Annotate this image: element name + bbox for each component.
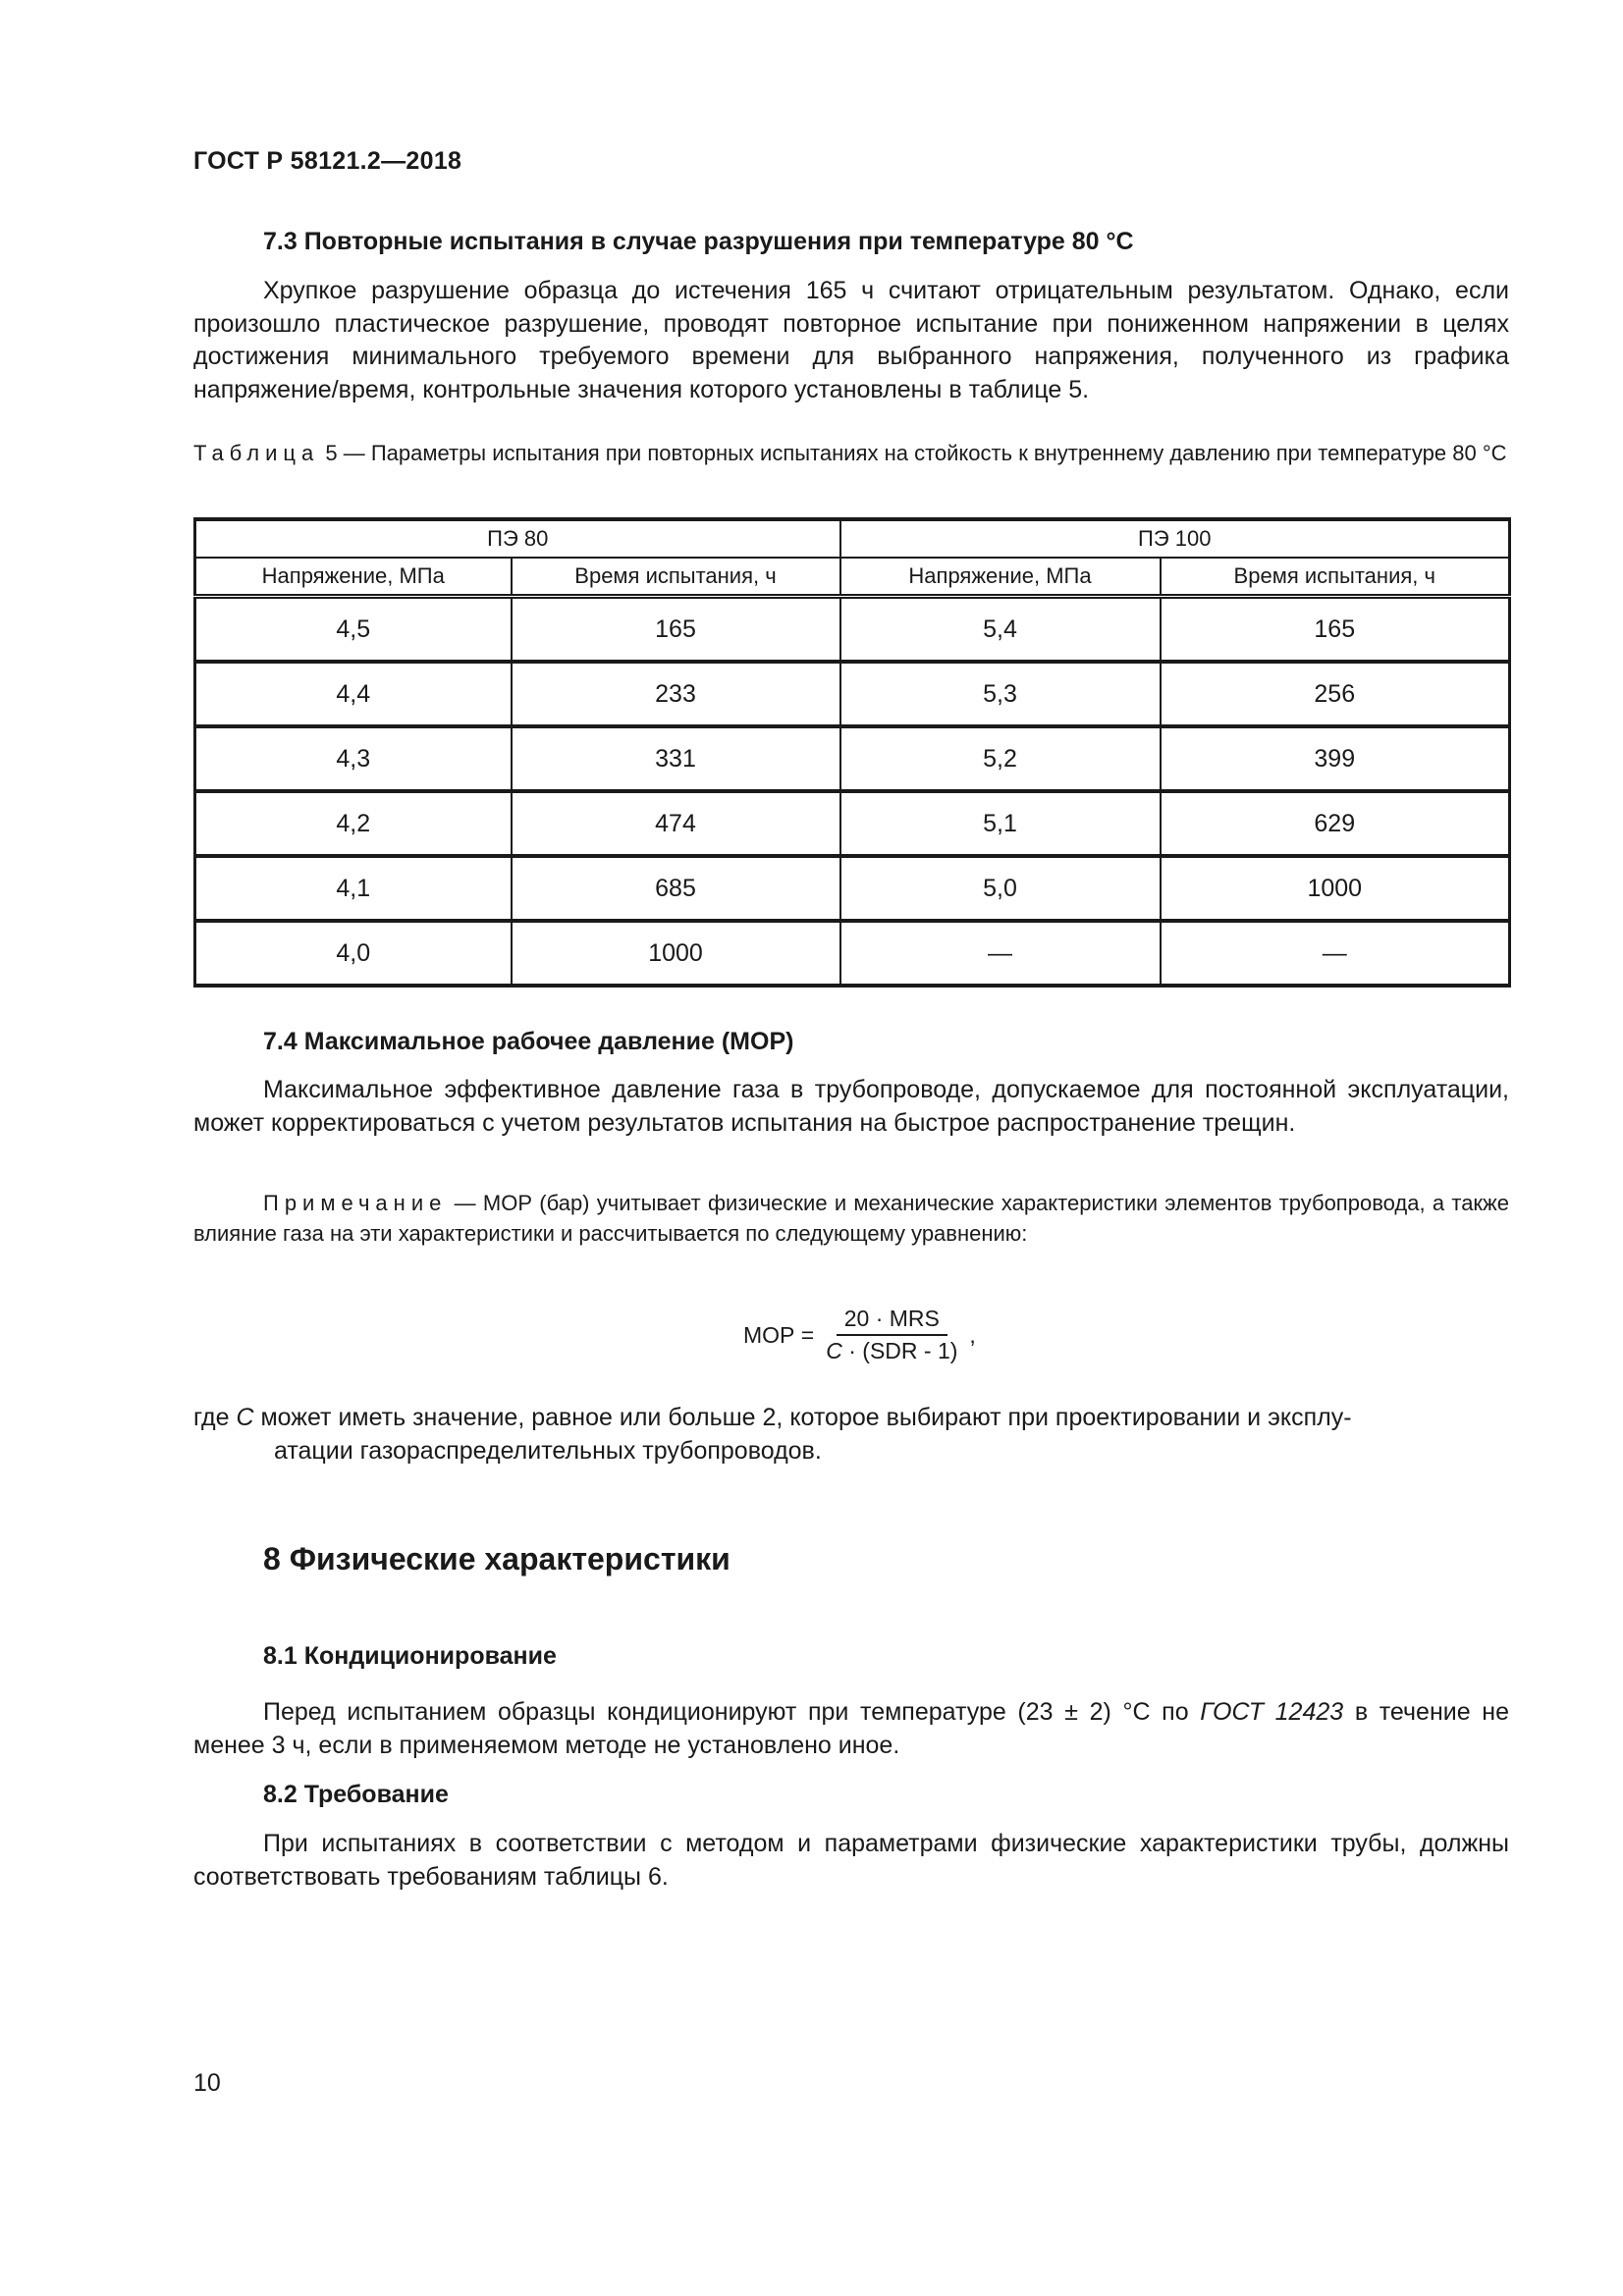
formula-lhs: МОР =: [743, 1321, 815, 1348]
section-7-4-paragraph: [193, 1074, 1509, 1140]
table-cell: 1000: [1161, 856, 1510, 921]
formula-fraction: [818, 1306, 965, 1364]
table-cell: 685: [512, 856, 840, 921]
section-8-2-heading: 8.2 Требование: [263, 1781, 449, 1808]
table-cell: 165: [1161, 597, 1510, 663]
column-header: Напряжение, МПа: [840, 558, 1161, 597]
note-label: Примечание: [263, 1191, 448, 1215]
where-prefix: где: [193, 1404, 237, 1431]
note-text: — МОР (бар) учитывает физические и механические характеристики элементов трубопровода, а также влияние газа на эти характеристики и рассчитывается по следующему уравнению:: [193, 1191, 1509, 1246]
table-cell: 5,3: [840, 662, 1161, 726]
table-row: [195, 921, 1510, 986]
table-row: [195, 597, 1510, 663]
table-cell: 5,2: [840, 726, 1161, 791]
column-header: Время испытания, ч: [512, 558, 840, 597]
table-cell: 165: [512, 597, 840, 663]
table-cell: 474: [512, 791, 840, 856]
table-row: [195, 726, 1510, 791]
section-8-1-paragraph: [193, 1696, 1509, 1762]
formula-trailing: ,: [969, 1321, 976, 1348]
table-cell: 331: [512, 726, 840, 791]
section-8-2-text: При испытаниях в соответствии с методом и параметрами физические характеристики трубы, должны соответствовать требованиям таблицы 6.: [193, 1830, 1509, 1891]
document-header: ГОСТ Р 58121.2—2018: [193, 147, 462, 175]
where-var: C: [236, 1404, 254, 1431]
table-cell: 399: [1161, 726, 1510, 791]
gost-reference-link: ГОСТ 12423: [1200, 1698, 1344, 1726]
table-cell: 4,2: [195, 791, 512, 856]
formula-denominator: [818, 1336, 965, 1364]
where-text-cont: атации газораспределительных трубопроводов.: [274, 1436, 822, 1465]
section-8-2-paragraph: [193, 1828, 1509, 1894]
table-cell: 5,1: [840, 791, 1161, 856]
table-cell: —: [1161, 921, 1510, 986]
table-cell: 4,1: [195, 856, 512, 921]
mop-formula: [743, 1306, 976, 1364]
section-8-heading: 8 Физические характеристики: [263, 1541, 730, 1576]
where-text: может иметь значение, равное или больше 2, которое выбирают при проектировании и эксплу-: [253, 1404, 1352, 1431]
table-caption-text: 5 — Параметры испытания при повторных испытаниях на стойкость к внутреннему давлению при температуре 80 °С: [319, 441, 1507, 465]
table-cell: 5,0: [840, 856, 1161, 921]
table-cell: 256: [1161, 662, 1510, 726]
section-7-4-note: [193, 1188, 1509, 1249]
table-cell: 629: [1161, 791, 1510, 856]
table-5: [193, 517, 1511, 988]
table-row: [195, 791, 1510, 856]
table-row: [195, 662, 1510, 726]
table-5-caption: [193, 438, 1509, 468]
table-cell: 4,5: [195, 597, 512, 663]
page-number: 10: [193, 2069, 221, 2097]
group-header-pe100: ПЭ 100: [840, 519, 1510, 558]
group-header-pe80: ПЭ 80: [195, 519, 840, 558]
table-caption-label: Таблица: [193, 441, 320, 465]
table-cell: 4,3: [195, 726, 512, 791]
table-cell: 5,4: [840, 597, 1161, 663]
section-8-1-text-start: Перед испытанием образцы кондиционируют при температуре (23 ± 2) °С по: [263, 1698, 1201, 1726]
table-cell: 4,0: [195, 921, 512, 986]
section-7-4-text: Максимальное эффективное давление газа в трубопроводе, допускаемое для постоянной эксплуатации, может корректироваться с учетом результатов испытания на быстрое распространение трещин.: [193, 1076, 1509, 1137]
formula-where-clause: [193, 1402, 1509, 1468]
table-group-header-row: [195, 519, 1510, 558]
section-7-3-text: Хрупкое разрушение образца до истечения 165 ч считают отрицательным результатом. Однако, если произошло пластическое разрушение, проводят повторное испытание при пониженном напряжении в целях достижения минимального требуемого времени для выбранного напряжения, полученного из графика напряжение/время, контрольные значения которого установлены в таблице 5.: [193, 277, 1509, 403]
column-header: Время испытания, ч: [1161, 558, 1510, 597]
table-cell: 233: [512, 662, 840, 726]
section-7-3-heading: 7.3 Повторные испытания в случае разрушения при температуре 80 °С: [263, 228, 1134, 255]
section-8-1-heading: 8.1 Кондиционирование: [263, 1642, 557, 1670]
table-row: [195, 856, 1510, 921]
table-column-header-row: [195, 558, 1510, 597]
table-cell: 4,4: [195, 662, 512, 726]
section-7-4-heading: 7.4 Максимальное рабочее давление (МОР): [263, 1028, 794, 1055]
formula-var-c: C: [826, 1338, 842, 1363]
section-8-1-text-end: в течение не менее 3 ч, если в применяемом методе не установлено иное.: [193, 1698, 1509, 1759]
formula-numerator: 20 · MRS: [837, 1306, 947, 1336]
formula-denominator-rest: · (SDR - 1): [841, 1338, 958, 1363]
table-cell: —: [840, 921, 1161, 986]
table-cell: 1000: [512, 921, 840, 986]
section-7-3-paragraph: [193, 275, 1509, 406]
column-header: Напряжение, МПа: [195, 558, 512, 597]
